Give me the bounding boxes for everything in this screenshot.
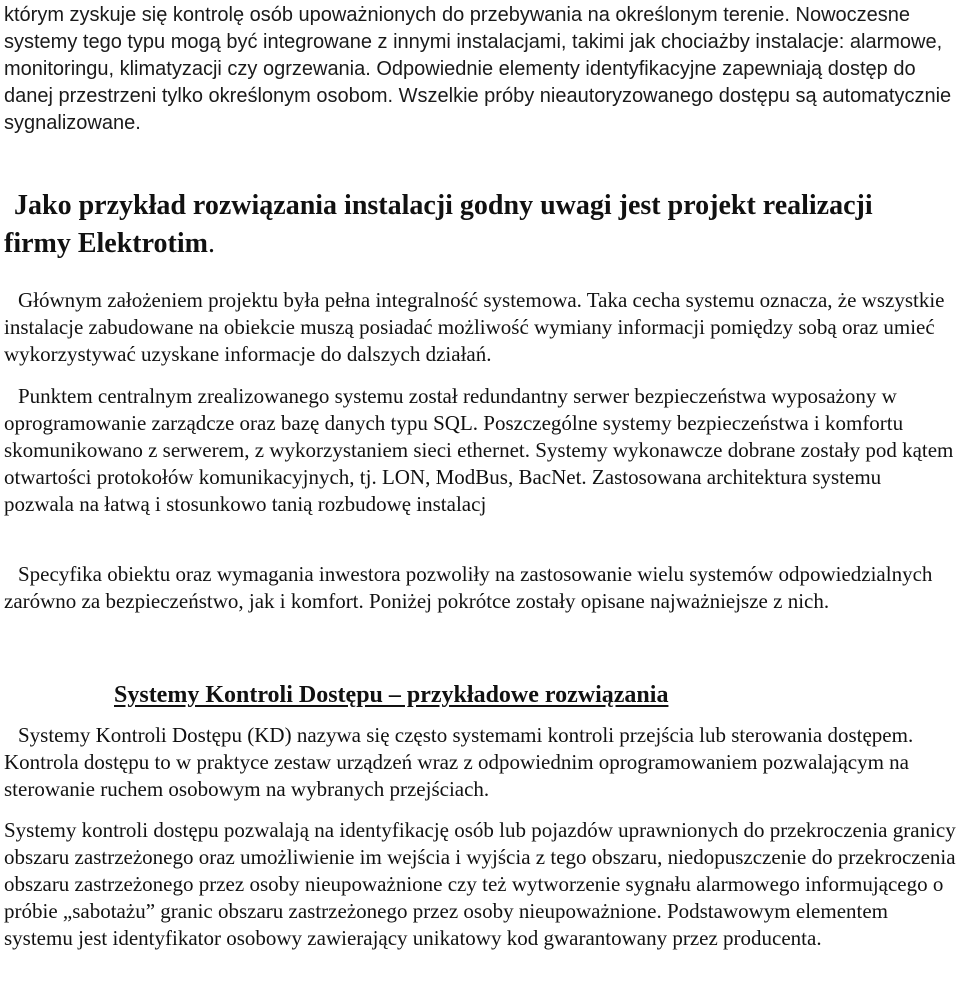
paragraph-kd-definition: Systemy Kontroli Dostępu (KD) nazywa się często systemami kontroli przejścia lub sterowania dostępem. Kontrola dostępu to w praktyce zestaw urządzeń wraz z odpowiednim oprogramowaniem pozwalającym na sterowanie ruchem osobowym na wybranych przejściach. xyxy=(4,723,914,801)
main-heading-period: . xyxy=(207,228,215,259)
paragraph-central-server: Punktem centralnym zrealizowanego systemu został redundantny serwer bezpieczeństwa wyposażony w oprogramowanie zarządcze oraz bazę danych typu SQL. Poszczególne systemy bezpieczeństwa i komfortu skomunikowano z serwerem, z wykorzystaniem sieci ethernet. Systemy wykonawcze dobrane zostały pod kątem otwartości protokołów komunikacyjnych, tj. LON, ModBus, BacNet. Zastosowana architektura systemu pozwala na łatwą i stosunkowo tanią rozbudowę instalacj xyxy=(4,384,954,516)
section-heading-access-control xyxy=(114,680,668,710)
main-heading xyxy=(0,187,944,263)
main-heading-text: Jako przykład rozwiązania instalacji godny uwagi jest projekt realizacji firmy Elektrotim xyxy=(4,190,873,259)
section-heading-text: Systemy Kontroli Dostępu – przykładowe rozwiązania xyxy=(114,682,669,708)
paragraph-identification: Systemy kontroli dostępu pozwalają na identyfikację osób lub pojazdów uprawnionych do przekroczenia granicy obszaru zastrzeżonego oraz umożliwienie im wejścia i wyjścia z tego obszaru, niedopuszczenie do przekroczenia obszaru zastrzeżonego przez osoby nieupoważnione czy też wytworzenie sygnału alarmowego informującego o próbie „sabotażu” granic obszaru zastrzeżonego przez osoby nieupoważnione. Podstawowym elementem systemu jest identyfikator osobowy zawierający unikatowy kod gwarantowany przez producenta. xyxy=(4,818,956,950)
paragraph-integration-goal: Głównym założeniem projektu była pełna integralność systemowa. Taka cecha systemu oznacza, że wszystkie instalacje zabudowane na obiekcie muszą posiadać możliwość wymiany informacji pomiędzy sobą oraz umieć wykorzystywać uzyskane informacje do dalszych działań. xyxy=(4,288,945,366)
paragraph-object-specifics: Specyfika obiektu oraz wymagania inwestora pozwoliły na zastosowanie wielu systemów odpowiedzialnych zarówno za bezpieczeństwo, jak i komfort. Poniżej pokrótce zostały opisane najważniejsze z nich. xyxy=(4,562,933,613)
intro-paragraph: którym zyskuje się kontrolę osób upoważnionych do przebywania na określonym terenie. Nowoczesne systemy tego typu mogą być integrowane z innymi instalacjami, takimi jak chociażby instalacje: alarmowe, monitoringu, klimatyzacji czy ogrzewania. Odpowiednie elementy identyfikacyjne zapewniają dostęp do danej przestrzeni tylko określonym osobom. Wszelkie próby nieautoryzowanego dostępu są automatycznie sygnalizowane. xyxy=(4,4,952,134)
